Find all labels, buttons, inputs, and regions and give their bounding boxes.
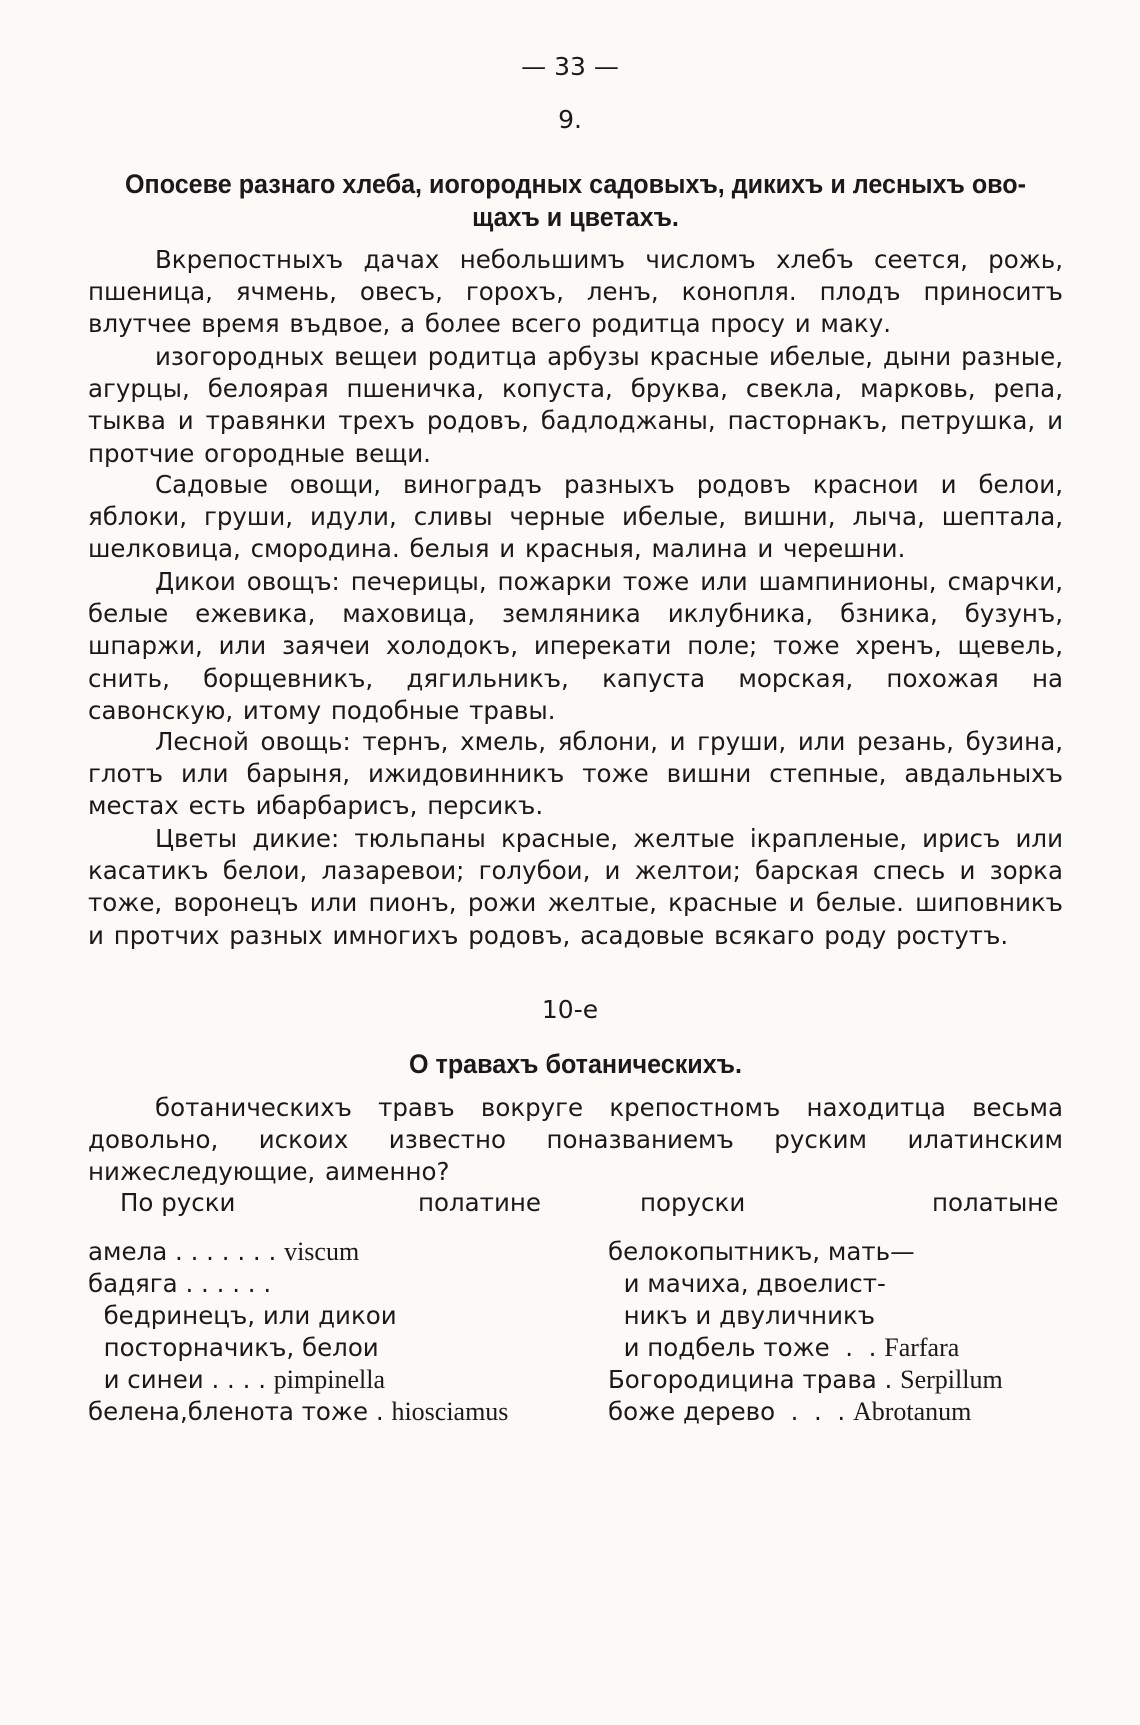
paragraph-vegetables: изогородных вещеи родитца арбузы красные ибелые, дыни разные, агурцы, белоярая пшеничка, копуста, бруква, свекла, марковь, репа, тыква и травянки трехъ родовъ, бадлоджаны, пасторнакъ, петрушка, и протчие огородные вещи. (88, 342, 1063, 468)
plant-row (88, 1300, 397, 1332)
paragraph-wild-plants: Дикои овощъ: печерицы, пожарки тоже или шампинионы, смарчки, белые ежевика, маховица, земляника иклубника, бзника, бузунъ, шпаржи, или заячеи холодокъ, иперекати поле; тоже хренъ, щевель, снить, борщевникъ, дягильникъ, капуста морская, похожая на савонскую, итому подобные травы. (88, 567, 1063, 725)
paragraph-wild-flowers: Цветы дикие: тюльпаны красные, желтые iкрапленые, ирисъ или касатикъ белои, лазаревои; голубои, и желтои; барская спесь и зорка тоже, воронецъ или пионъ, рожи желтые, красные и белые. шиповникъ и протчих разных имногихъ родовъ, асадовые всякаго роду ростутъ. (88, 824, 1063, 950)
header-latin-left: полатине (418, 1188, 541, 1217)
plant-russian-name: белокопытникъ, мать— (608, 1237, 915, 1266)
plant-russian-name: бадяга . . . . . . (88, 1269, 272, 1298)
plant-row (88, 1268, 271, 1300)
plant-russian-name: и синеи . . . . (88, 1365, 274, 1394)
plant-latin-name: Abrotanum (852, 1397, 972, 1426)
plant-row (608, 1300, 875, 1332)
page-number: — 33 — (521, 52, 619, 81)
section-9-number: 9. (558, 105, 582, 134)
plant-russian-name: белена,бленота тоже . (88, 1397, 392, 1426)
plant-row (608, 1364, 1003, 1396)
header-russian-left: По руски (120, 1188, 236, 1217)
plant-latin-name: pimpinella (273, 1365, 385, 1394)
paragraph-forest-fruits: Лесной овощь: тернъ, хмель, яблони, и груши, или резань, бузина, глотъ или барыня, ижидовинникъ тоже вишни степные, авдальныхъ местах есть ибарбарисъ, персикъ. (88, 727, 1063, 821)
plant-russian-name: бедринецъ, или дикои (88, 1301, 397, 1330)
plant-row (608, 1332, 959, 1364)
plant-russian-name: боже дерево . . . (608, 1397, 853, 1426)
plant-russian-name: амела . . . . . . . (88, 1237, 285, 1266)
plant-russian-name: и подбель тоже . . (608, 1333, 885, 1362)
plant-row (88, 1364, 385, 1396)
paragraph-botanical-intro: ботаническихъ травъ вокруге крепостномъ находитца весьма довольно, искоих известно поназваниемъ руским илатинским нижеследующие, аименно? (88, 1093, 1063, 1187)
plant-latin-name: viscum (284, 1237, 360, 1266)
plant-latin-name: hiosciamus (391, 1397, 509, 1426)
plant-row (88, 1396, 508, 1428)
section-9-heading-line2: щахъ и цветахъ. (472, 202, 679, 232)
paragraph-grain: Вкрепостныхъ дачах небольшимъ числомъ хлебъ сеется, рожь, пшеница, ячмень, овесъ, горохъ, ленъ, конопля. плодъ приноситъ влутчее время въдвое, а более всего родитца просу и маку. (88, 245, 1063, 339)
paragraph-garden-fruits: Садовые овощи, виноградъ разныхъ родовъ краснои и белои, яблоки, груши, идули, сливы черные ибелые, вишни, лыча, шептала, шелковица, смородина. белыя и красныя, малина и черешни. (88, 470, 1063, 564)
section-10-heading: О травахъ ботаническихъ. (409, 1049, 742, 1079)
section-10-number: 10-е (541, 995, 599, 1024)
plant-russian-name: посторначикъ, белои (88, 1333, 379, 1362)
section-9-heading (122, 168, 1029, 234)
header-latin-right: полатыне (932, 1188, 1059, 1217)
plant-russian-name: Богородицина трава . (608, 1365, 901, 1394)
plant-row (88, 1236, 359, 1268)
plant-russian-name: и мачиха, двоелист- (608, 1269, 886, 1298)
plant-russian-name: никъ и двуличникъ (608, 1301, 876, 1330)
section-9-heading-line1: Опосеве разнаго хлеба, иогородных садовыхъ, дикихъ и лесныхъ ово- (125, 169, 1026, 199)
plant-latin-name: Serpillum (900, 1365, 1003, 1394)
plant-row (608, 1396, 971, 1428)
plant-row (88, 1332, 379, 1364)
plant-row (608, 1268, 886, 1300)
plant-latin-name: Farfara (884, 1333, 960, 1362)
plant-row (608, 1236, 915, 1268)
header-russian-right: поруски (640, 1188, 746, 1217)
